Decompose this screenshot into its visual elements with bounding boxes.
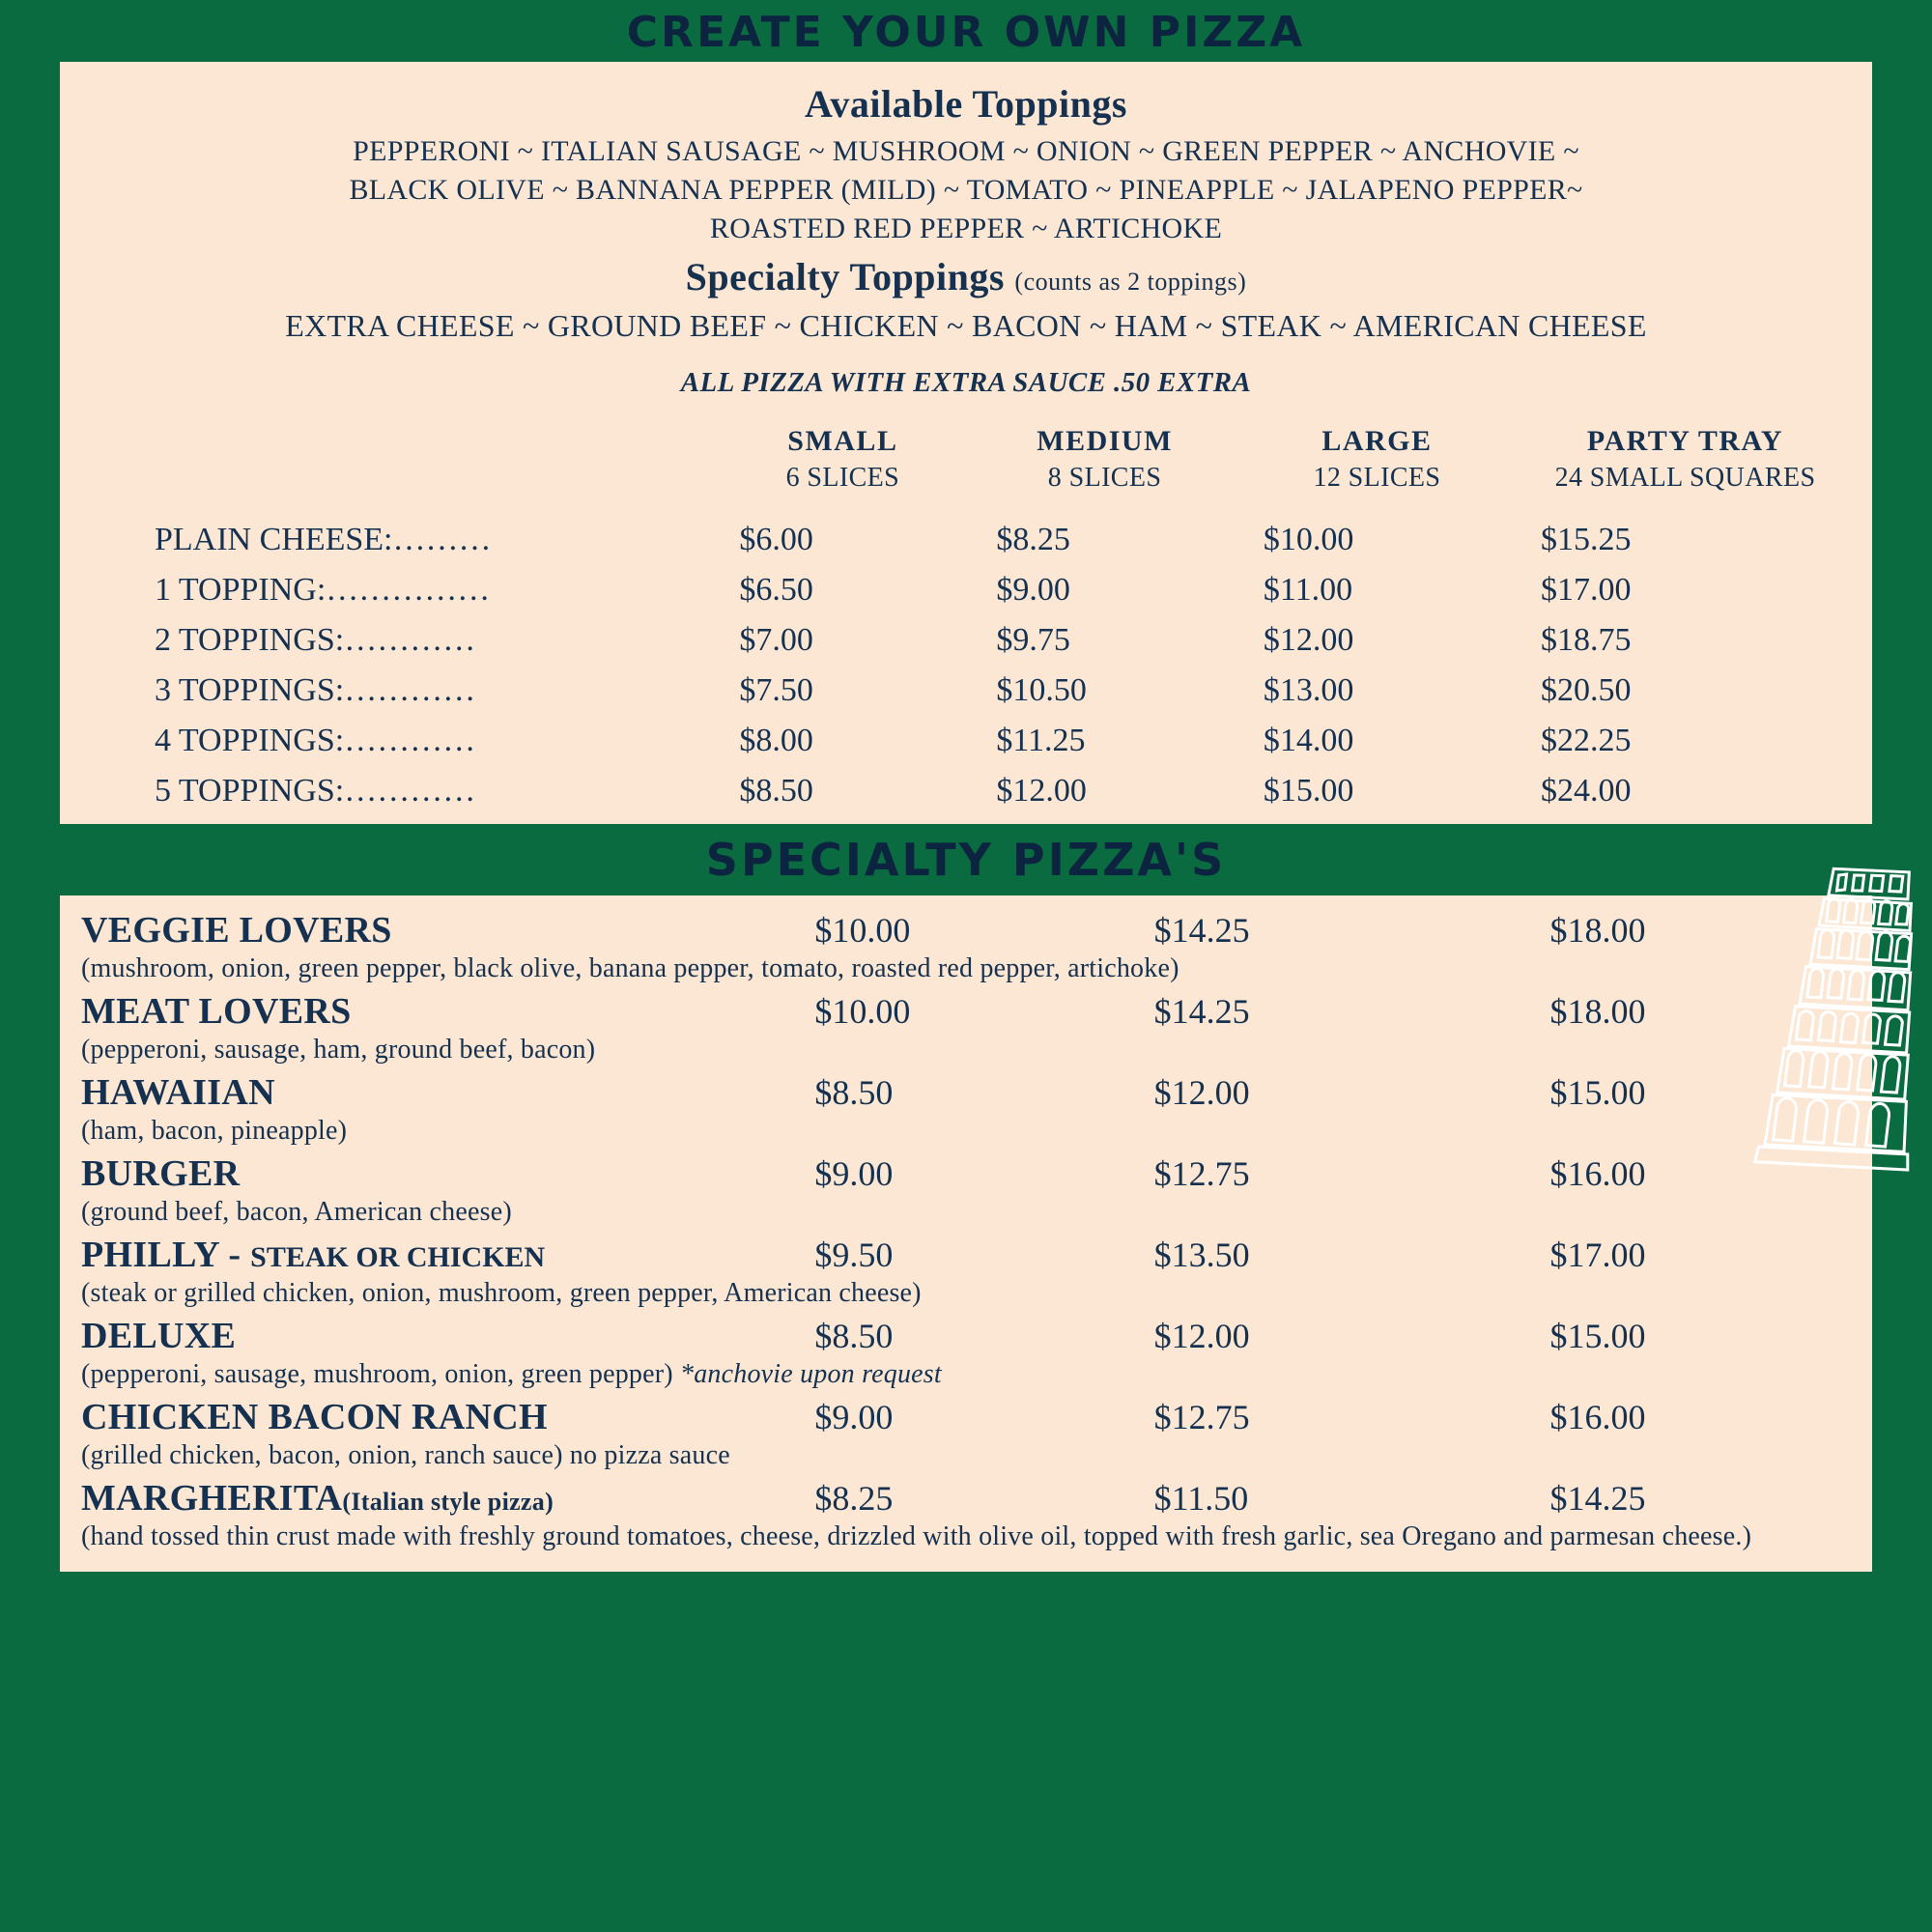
pizza-name: CHICKEN BACON RANCH — [81, 1397, 548, 1437]
pizza-price-large: $15.00 — [1549, 1073, 1646, 1112]
pizza-price-small: $8.50 — [814, 1317, 894, 1355]
price-small: $6.00 — [739, 522, 813, 557]
list-item — [81, 990, 1851, 1067]
available-toppings-line-3: ROASTED RED PEPPER ~ ARTICHOKE — [709, 213, 1223, 244]
price-party: $24.00 — [1541, 773, 1632, 809]
pizza-description: (pepperoni, sausage, ham, ground beef, bacon) — [81, 1035, 596, 1065]
price-large: $11.00 — [1263, 572, 1353, 608]
pizza-description: (grilled chicken, bacon, onion, ranch sauce) no pizza sauce — [81, 1440, 730, 1470]
pizza-name-variant: STEAK OR CHICKEN — [250, 1241, 546, 1273]
header-size-small: SMALL — [787, 425, 898, 457]
row-label: 1 TOPPING:…………… — [155, 572, 491, 608]
price-party: $22.25 — [1541, 723, 1632, 758]
slices-small: 6 SLICES — [785, 463, 900, 493]
pizza-description: (mushroom, onion, green pepper, black olive, banana pepper, tomato, roasted red pepper, artichoke) — [81, 953, 1179, 983]
table-row — [77, 515, 1855, 565]
pizza-price-medium: $12.75 — [1153, 1398, 1250, 1436]
create-your-own-pizza-panel — [60, 62, 1872, 824]
table-row — [77, 716, 1855, 766]
available-toppings-line-1: PEPPERONI ~ ITALIAN SAUSAGE ~ MUSHROOM ~ ONION ~ GREEN PEPPER ~ ANCHOVIE ~ — [353, 135, 1579, 167]
pizza-description: (hand tossed thin crust made with freshly ground tomatoes, cheese, drizzled with olive oil, topped with fresh garlic, sea Oregano and parmesan cheese.) — [81, 1521, 1752, 1551]
specialty-pizzas-panel — [60, 895, 1872, 1572]
header-blank — [77, 424, 714, 462]
row-label: 4 TOPPINGS:………… — [155, 723, 476, 758]
table-header-row — [77, 424, 1855, 462]
pizza-description: (ham, bacon, pineapple) — [81, 1116, 348, 1146]
price-small: $8.50 — [739, 773, 813, 809]
price-large: $14.00 — [1263, 723, 1354, 758]
pizza-price-large: $16.00 — [1549, 1398, 1646, 1436]
price-small: $7.00 — [739, 622, 813, 658]
pizza-price-medium: $14.25 — [1153, 911, 1250, 950]
pizza-name-main: PHILLY - — [81, 1235, 251, 1275]
slices-medium: 8 SLICES — [1047, 463, 1162, 493]
price-party: $18.75 — [1541, 622, 1632, 658]
price-medium: $8.25 — [996, 522, 1070, 557]
pizza-name: MEAT LOVERS — [81, 991, 352, 1032]
price-small: $6.50 — [739, 572, 813, 608]
pizza-name-style: (Italian style pizza) — [342, 1488, 554, 1516]
pizza-price-small: $9.00 — [814, 1154, 894, 1193]
list-item — [81, 1477, 1851, 1554]
pizza-name: HAWAIIAN — [81, 1072, 275, 1113]
available-toppings-line-2: BLACK OLIVE ~ BANNANA PEPPER (MILD) ~ TOMATO ~ PINEAPPLE ~ JALAPENO PEPPER~ — [349, 174, 1583, 206]
price-medium: $11.25 — [996, 723, 1086, 758]
pizza-price-medium: $11.50 — [1153, 1479, 1249, 1518]
pizza-price-large: $15.00 — [1549, 1317, 1646, 1355]
price-large: $15.00 — [1263, 773, 1354, 809]
pizza-price-large: $14.25 — [1549, 1479, 1646, 1518]
list-item — [81, 1315, 1851, 1392]
price-large: $10.00 — [1263, 522, 1354, 557]
list-item — [81, 1234, 1851, 1311]
price-medium: $12.00 — [996, 773, 1087, 809]
specialty-pizzas-heading: SPECIALTY PIZZA'S — [705, 834, 1227, 886]
pizza-name-main: MARGHERITA — [81, 1478, 343, 1519]
specialty-toppings-title: Specialty Toppings — [685, 255, 1005, 298]
pizza-price-large: $16.00 — [1549, 1154, 1646, 1193]
price-party: $17.00 — [1541, 572, 1632, 608]
table-row — [77, 766, 1855, 816]
pizza-price-large: $18.00 — [1549, 911, 1646, 950]
list-item — [81, 1396, 1851, 1473]
price-large: $12.00 — [1263, 622, 1354, 658]
price-medium: $9.00 — [996, 572, 1070, 608]
price-small: $7.50 — [739, 672, 813, 708]
header-size-medium: MEDIUM — [1037, 425, 1173, 457]
create-your-own-pizza-heading: CREATE YOUR OWN PIZZA — [626, 8, 1306, 57]
header-size-party-tray: PARTY TRAY — [1586, 425, 1784, 457]
pizza-name — [81, 1234, 814, 1276]
specialty-toppings-line: EXTRA CHEESE ~ GROUND BEEF ~ CHICKEN ~ BACON ~ HAM ~ STEAK ~ AMERICAN CHEESE — [285, 308, 1647, 343]
pizza-price-medium: $12.75 — [1153, 1154, 1250, 1193]
list-item — [81, 1152, 1851, 1230]
pizza-price-medium: $12.00 — [1153, 1317, 1250, 1355]
pizza-name: DELUXE — [81, 1316, 237, 1356]
price-medium: $10.50 — [996, 672, 1087, 708]
price-small: $8.00 — [739, 723, 813, 758]
price-party: $15.25 — [1541, 522, 1632, 557]
table-slices-row — [77, 462, 1855, 515]
extra-sauce-note: ALL PIZZA WITH EXTRA SAUCE .50 EXTRA — [680, 367, 1252, 398]
pizza-name — [81, 1477, 814, 1520]
table-row — [77, 565, 1855, 615]
pizza-price-medium: $13.50 — [1153, 1236, 1250, 1274]
pizza-price-large: $18.00 — [1549, 992, 1646, 1031]
specialty-toppings-note: (counts as 2 toppings) — [1014, 268, 1247, 296]
slices-large: 12 SLICES — [1313, 463, 1441, 493]
pizza-name: BURGER — [81, 1153, 241, 1194]
pizza-description — [81, 1357, 1851, 1392]
pizza-name: VEGGIE LOVERS — [81, 910, 392, 951]
list-item — [81, 909, 1851, 986]
pizza-description-text: (pepperoni, sausage, mushroom, onion, green pepper) — [81, 1359, 681, 1389]
pizza-description: (steak or grilled chicken, onion, mushroom, green pepper, American cheese) — [81, 1278, 922, 1308]
pizza-price-small: $10.00 — [814, 992, 911, 1031]
row-label: 5 TOPPINGS:………… — [155, 773, 476, 809]
row-label: PLAIN CHEESE:……… — [155, 522, 492, 557]
available-toppings-heading: Available Toppings — [805, 82, 1127, 126]
pizza-price-small: $10.00 — [814, 911, 911, 950]
table-row — [77, 666, 1855, 716]
specialty-toppings-heading — [77, 254, 1855, 299]
pizza-price-small: $9.50 — [814, 1236, 894, 1274]
price-party: $20.50 — [1541, 672, 1632, 708]
header-size-large: LARGE — [1321, 425, 1433, 457]
price-medium: $9.75 — [996, 622, 1070, 658]
table-row — [77, 615, 1855, 666]
list-item — [81, 1071, 1851, 1149]
slices-party-tray: 24 SMALL SQUARES — [1554, 463, 1816, 493]
row-label: 2 TOPPINGS:………… — [155, 622, 476, 658]
pizza-description: (ground beef, bacon, American cheese) — [81, 1197, 512, 1227]
pizza-price-medium: $12.00 — [1153, 1073, 1250, 1112]
pizza-price-large: $17.00 — [1549, 1236, 1646, 1274]
pizza-price-small: $9.00 — [814, 1398, 894, 1436]
slices-blank — [77, 462, 714, 515]
pizza-description-note: *anchovie upon request — [680, 1359, 942, 1389]
pizza-price-small: $8.25 — [814, 1479, 894, 1518]
pizza-price-medium: $14.25 — [1153, 992, 1250, 1031]
pizza-price-table — [77, 424, 1855, 816]
price-large: $13.00 — [1263, 672, 1354, 708]
row-label: 3 TOPPINGS:………… — [155, 672, 476, 708]
pizza-price-small: $8.50 — [814, 1073, 894, 1112]
